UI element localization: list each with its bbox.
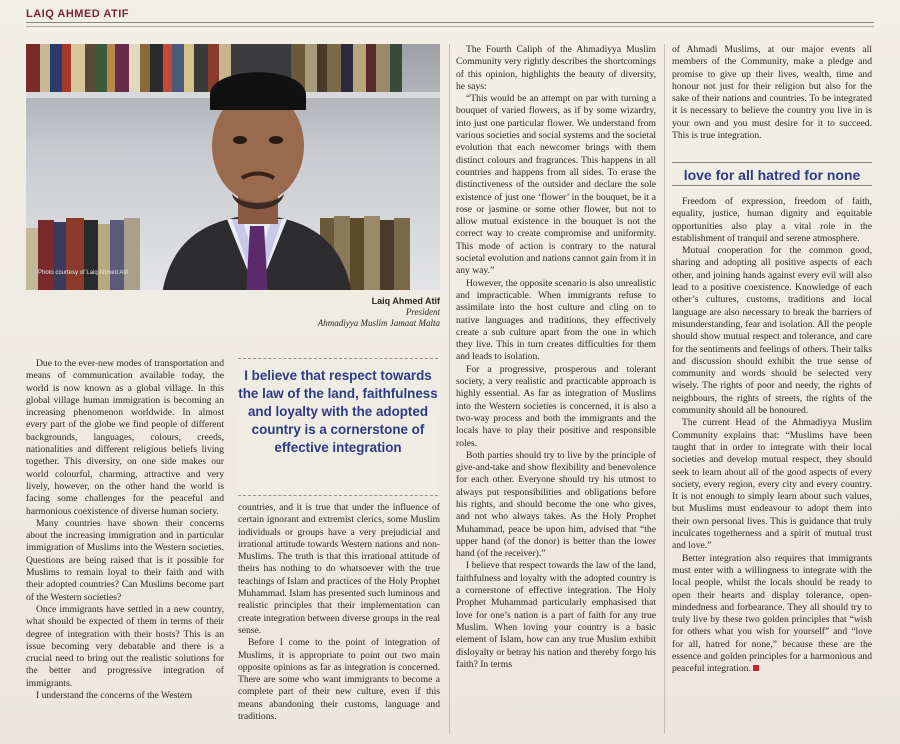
article-column-3 bbox=[456, 44, 656, 736]
top-rule bbox=[26, 22, 874, 23]
paragraph: Once immigrants have settled in a new country, what should be expected of them in terms of their degree of integration with their hosts? This is an issue becoming very debatable and there is a crucial need to bring out the realistic solutions for the better and progressive integration of immigrants. bbox=[26, 603, 224, 689]
caption-organisation: Ahmadiyya Muslim Jamaat Malta bbox=[317, 318, 440, 328]
paragraph: For a progressive, prosperous and tolerant society, a very realistic and practicable approach is highly essential. As far as integration of Muslims into the Western societies is concerned, it is also a two-way process and both the immigrants and the locals have to play their positive and responsible roles. bbox=[456, 363, 656, 449]
paragraph: Freedom of expression, freedom of faith, equality, justice, human dignity and equitable opportunities also play a vital role in the establishment of tranquil and serene atmosphere. bbox=[672, 196, 872, 244]
paragraph-text: Better integration also requires that immigrants must enter with a willingness to integrate with the local people, whilst the locals should be ready to open their hearts and display tolerance, open-mindedness and forbearance. They all should try to truly live by these two golden principles that “wish for others what you wish for yourself” and “love for all, hatred for none,” because these are the essence and golden principles for a harmonious and peaceful integration. bbox=[672, 552, 872, 675]
article-column-4-bottom bbox=[672, 196, 872, 736]
paragraph: Both parties should try to live by the principle of give-and-take and show flexibility and benevolence for each other. Everyone should try his utmost to always put responsibilities and obligations before his rights, and should become the one who gives, and not who always takes. As the Holy Prophet Muhammad, peace be upon him, advised that “the upper hand (of the donor) is better than the lower hand (of the receiver).” bbox=[456, 449, 656, 560]
quotation: “This would be an attempt on par with turning a bouquet of varied flowers, as if by some wizardry, into just one particular flower. We understand from various societies and social systems and the societal evolution that each newcomer brings with them distinct colours and fragrances. This happens in all countries and happens from all sides. To erase the distinctiveness of the outsider and declare the sole existence of just one ‘flower’ in the bouquet, be it a rose or jasmine or some other flower, but not to allow mutual existence in the bouquet is not the correct way to create compromise and uniformity. This mode of action is contrary to the natural societal evolution and nations cannot gain from it in any way.” bbox=[456, 93, 656, 277]
caption-role: President bbox=[405, 307, 440, 317]
paragraph: Mutual cooperation for the common good, sharing and adopting all positive aspects of each other, and joining hands against every evil will also lead to a positive coexistence. Knowledge of each other’s cultures, customs, traditions and local language are also necessary to break the barriers of misunderstanding, fear and isolation. All the people should show mutual respect and tolerance, and care for the sentiments and feelings of others. Their talks and discussion should exhibit the true sense of community and words should be selected very wisely. The rights of poor and needy, the rights of neighbours, the rights of streets, the rights of the community should all be honoured. bbox=[672, 245, 872, 417]
paragraph: Before I come to the point of integration of Muslims, it is appropriate to point out two main opposite opinions as far as integration is concerned. There are some who want immigrants to become a complete part of their new culture, even if this means abandoning their customs, language and traditions. bbox=[238, 637, 440, 723]
column-divider bbox=[664, 44, 665, 734]
paragraph: I believe that respect towards the law of the land, faithfulness and loyalty with the adopted country is a cornerstone of effective integration. The Holy Prophet Muhammad particularly emphasised that love for one’s nation is a part of faith for any true Muslim. When loving your country is a basic element of Islam, how can any true Muslim exhibit disloyalty or betray his nation and thereby forgo his faith? In terms bbox=[456, 560, 656, 670]
paragraph: Many countries have shown their concerns about the increasing immigration and in particular immigration of Muslims into the Western societies. Questions are being raised that is it possible for Muslims to remain loyal to their faith and with their adopted countries? Can Muslims become part of the Western societies? bbox=[26, 517, 224, 603]
paragraph: However, the opposite scenario is also unrealistic and impracticable. When immigrants refuse to assimilate into the host culture and cling on to native languages and traditions, they effectively create a sub culture apart from the one in which they live. This in turn creates difficulties for them and leads to isolation. bbox=[456, 277, 656, 363]
paragraph bbox=[672, 553, 872, 676]
section-header: LAIQ AHMED ATIF bbox=[26, 8, 130, 20]
paragraph: The Fourth Caliph of the Ahmadiyya Muslim Community very rightly describes the shortcomings of this opinion, highlights the beauty of diversity, he says: bbox=[456, 44, 656, 92]
caption-name: Laiq Ahmed Atif bbox=[371, 296, 440, 306]
article-column-1 bbox=[26, 358, 224, 736]
article-column-4-top bbox=[672, 44, 872, 156]
article-column-2 bbox=[238, 502, 440, 736]
paragraph: of Ahmadi Muslims, at our major events all members of the Community, make a pledge and promise to give up their lives, wealth, time and honour not just for their religion but also for the sake of their nations and countries. To be integrated it is necessary to believe the country you live in is your own and you must desire for it to succeed. This is true integration. bbox=[672, 44, 872, 142]
subheading: love for all hatred for none bbox=[672, 162, 872, 186]
photo-caption bbox=[300, 296, 440, 329]
paragraph: The current Head of the Ahmadiyya Muslim Community explains that: “Muslims have been taught that in order to integrate with their local societies and develop mutual respect, they should seek to learn about all of the good aspects of every society, every region, every city and every country. It is not enough to simply learn about such values, but Muslims must endeavour to adopt them into their own personal lives. This is guidance that truly inculcates togetherness and a spirit of mutual trust and love.” bbox=[672, 417, 872, 552]
pull-quote: I believe that respect towards the law of the land, faithfulness and loyalty with the adopted country is a cornerstone of effective integration bbox=[238, 358, 438, 496]
paragraph: I understand the concerns of the Western bbox=[36, 690, 193, 702]
paragraph: Due to the ever-new modes of transportation and means of communication available today, the world is now known as a global village. In this global village human immigration is becoming an increasing phenomenon worldwide. In almost every part of the globe we find people of different backgrounds, languages, colours, creeds, nationalities and different religious beliefs living together. This diversity, on one side makes our world colourful, charming, attractive and very lively, however, on the other hand the world is facing some challenges for the peaceful and harmonious coexistence of diverse human society. bbox=[26, 358, 224, 517]
paragraph: countries, and it is true that under the influence of certain ignorant and extremist clerics, some Muslim individuals or groups have a very prejudicial and irrational attitude towards Western nations and non-Muslims. The truth is that this irrational attitude of theirs has nothing to do whatsoever with the true teachings of Islam and practices of the Holy Prophet Muhammad. Islam has presented such luminous and realistic principles that their implementation can create integration between diverse groups in the real sense. bbox=[238, 502, 440, 636]
photo-credit: Photo courtesy of Laiq Ahmed Atif bbox=[38, 270, 129, 276]
column-divider bbox=[449, 44, 450, 734]
top-rule-secondary bbox=[26, 26, 874, 27]
end-mark-icon bbox=[753, 665, 759, 671]
author-photo bbox=[26, 44, 440, 290]
author-portrait bbox=[152, 54, 362, 290]
